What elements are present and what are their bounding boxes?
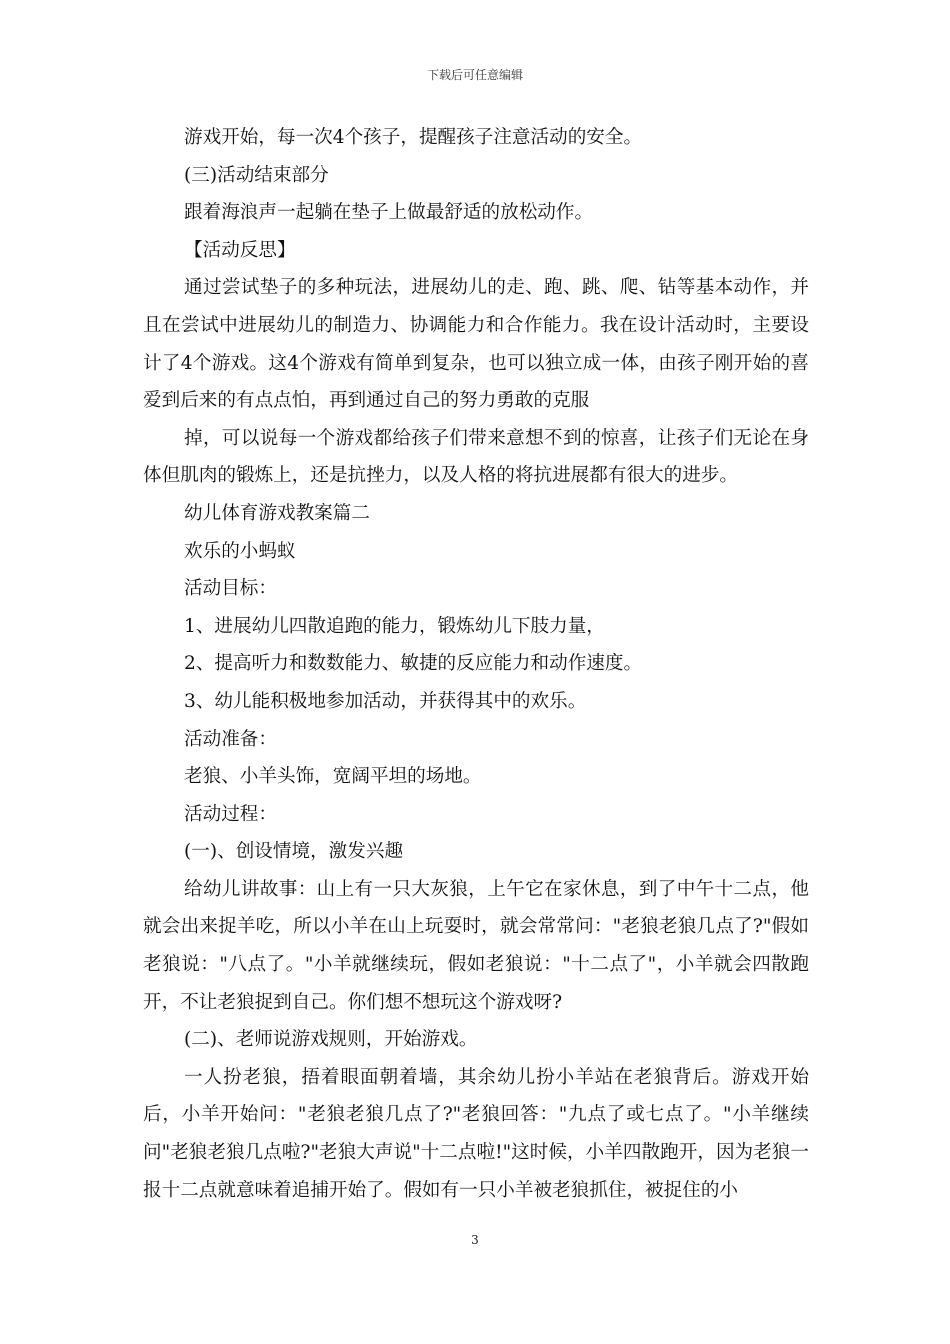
section-heading: (一)、创设情境，激发兴趣 xyxy=(184,841,404,863)
paragraph: 给幼儿讲故事：山上有一只大灰狼，上午它在家休息，到了中午十二点，他就会出来捉羊吃，所以小羊在山上玩耍时，就会常常问："老狼老狼几点了?"假如老狼说："八点了。"小羊就继续玩，假如老狼说："十二点了"，小羊就会四散跑开，不让老狼捉到自己。你们想不想玩这个游戏呀? xyxy=(143,878,809,1013)
list-item: 3、幼儿能积极地参加活动，并获得其中的欢乐。 xyxy=(184,690,587,712)
paragraph: 老狼、小羊头饰，宽阔平坦的场地。 xyxy=(184,766,482,788)
paragraph: 通过尝试垫子的多种玩法，进展幼儿的走、跑、跳、爬、钻等基本动作，并且在尝试中进展幼儿的制造力、协调能力和合作能力。我在设计活动时，主要设计了4个游戏。这4个游戏有简单到复杂，也可以独立成一体，由孩子刚开始的喜爱到后来的有点点怕，再到通过自己的努力勇敢的克服 xyxy=(143,277,809,412)
paragraph: 一人扮老狼，捂着眼面朝着墙，其余幼儿扮小羊站在老狼背后。游戏开始后，小羊开始问："老狼老狼几点了?"老狼回答："九点了或七点了。"小羊继续问"老狼老狼几点啦?"老狼大声说"十二点啦!"这时候，小羊四散跑开，因为老狼一报十二点就意味着追捕开始了。假如有一只小羊被老狼抓住，被捉住的小 xyxy=(143,1066,809,1201)
paragraph: 跟着海浪声一起躺在垫子上做最舒适的放松动作。 xyxy=(184,202,594,224)
list-item: 2、提高听力和数数能力、敏捷的反应能力和动作速度。 xyxy=(184,653,643,675)
paragraph: 游戏开始，每一次4个孩子，提醒孩子注意活动的安全。 xyxy=(184,127,643,148)
section-heading: 【活动反思】 xyxy=(184,239,296,261)
section-heading: (二)、老师说游戏规则，开始游戏。 xyxy=(184,1029,478,1051)
section-heading: (三)活动结束部分 xyxy=(184,164,329,186)
list-item: 1、进展幼儿四散追跑的能力，锻炼幼儿下肢力量， xyxy=(184,615,605,637)
document-body xyxy=(143,119,809,1209)
paragraph: 掉，可以说每一个游戏都给孩子们带来意想不到的惊喜，让孩子们无论在身体但肌肉的锻炼上，还是抗挫力，以及人格的将抗进展都有很大的进步。 xyxy=(143,427,809,487)
page-number: 3 xyxy=(471,1233,479,1247)
section-heading: 活动目标： xyxy=(184,578,277,600)
section-heading: 活动准备： xyxy=(184,728,277,750)
section-heading: 活动过程： xyxy=(184,803,277,825)
activity-title: 欢乐的小蚂蚁 xyxy=(184,540,296,562)
page-header: 下载后可任意编辑 xyxy=(426,68,523,82)
document-title: 幼儿体育游戏教案篇二 xyxy=(184,502,370,524)
